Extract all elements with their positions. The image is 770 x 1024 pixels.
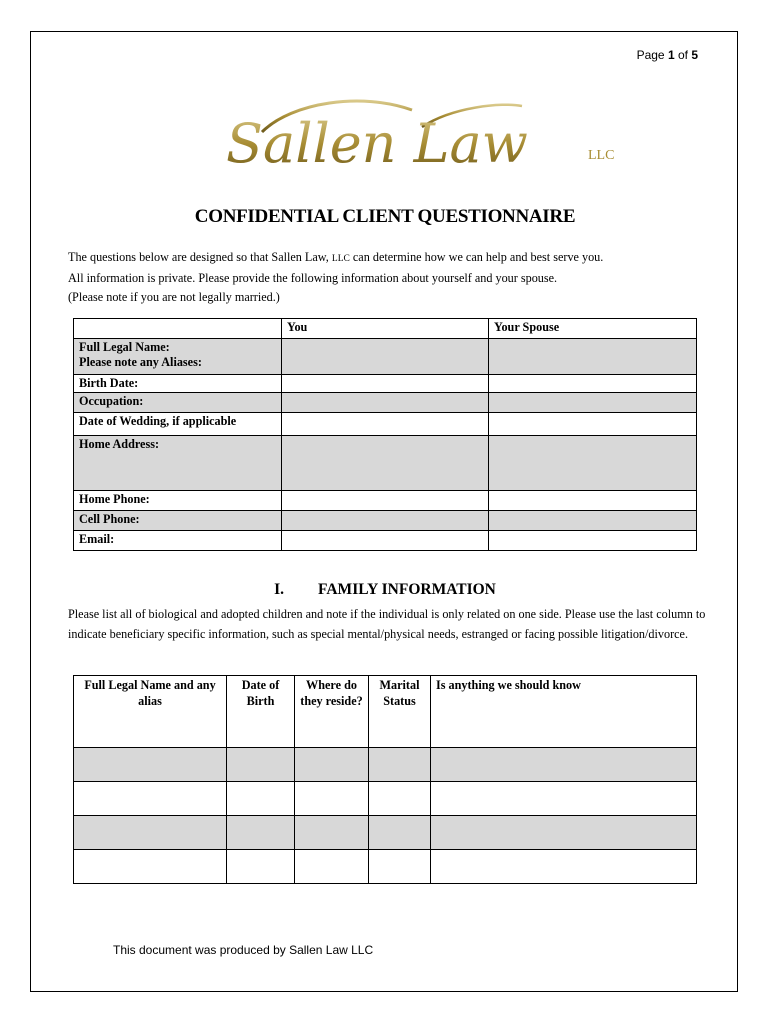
child-notes-field[interactable] [431, 748, 697, 782]
child-residence-field[interactable] [295, 748, 369, 782]
child-residence-field[interactable] [295, 850, 369, 884]
child-marital-field[interactable] [369, 748, 431, 782]
blank-header-cell [74, 319, 282, 339]
table-row [74, 816, 697, 850]
svg-text:LLC: LLC [588, 148, 615, 163]
footer-text: This document was produced by Sallen Law LLC [113, 943, 374, 957]
document-title: CONFIDENTIAL CLIENT QUESTIONNAIRE [194, 206, 576, 227]
full-legal-name-label: Full Legal Name: Please note any Aliases: [74, 339, 282, 375]
child-name-field[interactable] [74, 816, 227, 850]
you-wedding-date-field[interactable] [282, 413, 489, 436]
you-birth-date-field[interactable] [282, 375, 489, 393]
client-info-table [73, 318, 697, 551]
child-dob-field[interactable] [227, 782, 295, 816]
header-full-legal-name: Full Legal Name and any alias [74, 676, 227, 748]
section-heading-family: I. FAMILY INFORMATION [274, 581, 496, 598]
you-home-phone-field[interactable] [282, 491, 489, 511]
family-info-table [73, 675, 697, 884]
child-notes-field[interactable] [431, 816, 697, 850]
child-dob-field[interactable] [227, 850, 295, 884]
child-dob-field[interactable] [227, 748, 295, 782]
child-marital-field[interactable] [369, 850, 431, 884]
header-anything-to-know: Is anything we should know [431, 676, 697, 748]
spouse-wedding-date-field[interactable] [489, 413, 697, 436]
spouse-column-header: Your Spouse [489, 319, 697, 339]
header-where-reside: Where do they reside? [295, 676, 369, 748]
child-marital-field[interactable] [369, 816, 431, 850]
table-row [74, 748, 697, 782]
table-row [74, 850, 697, 884]
birth-date-label: Birth Date: [74, 375, 282, 393]
spouse-full-name-field[interactable] [489, 339, 697, 375]
child-marital-field[interactable] [369, 782, 431, 816]
spouse-cell-phone-field[interactable] [489, 511, 697, 531]
you-full-name-field[interactable] [282, 339, 489, 375]
child-name-field[interactable] [74, 782, 227, 816]
svg-text:Sallen Law: Sallen Law [226, 112, 528, 175]
spouse-home-address-field[interactable] [489, 436, 697, 491]
child-residence-field[interactable] [295, 782, 369, 816]
child-notes-field[interactable] [431, 782, 697, 816]
header-marital-status: Marital Status [369, 676, 431, 748]
occupation-label: Occupation: [74, 393, 282, 413]
intro-text: The questions below are designed so that Sallen Law, LLC can determine how we can help and best serve you. All information is private. Please provide the following information about yourself and your spouse. (Please note if you are not legally married.) [68, 250, 604, 304]
child-name-field[interactable] [74, 850, 227, 884]
home-address-label: Home Address: [74, 436, 282, 491]
you-email-field[interactable] [282, 531, 489, 551]
you-occupation-field[interactable] [282, 393, 489, 413]
you-cell-phone-field[interactable] [282, 511, 489, 531]
email-label: Email: [74, 531, 282, 551]
table-row [74, 782, 697, 816]
child-name-field[interactable] [74, 748, 227, 782]
cell-phone-label: Cell Phone: [74, 511, 282, 531]
child-notes-field[interactable] [431, 850, 697, 884]
child-dob-field[interactable] [227, 816, 295, 850]
child-residence-field[interactable] [295, 816, 369, 850]
you-column-header: You [282, 319, 489, 339]
header-date-of-birth: Date of Birth [227, 676, 295, 748]
you-home-address-field[interactable] [282, 436, 489, 491]
spouse-home-phone-field[interactable] [489, 491, 697, 511]
wedding-date-label: Date of Wedding, if applicable [74, 413, 282, 436]
family-instructions: Please list all of biological and adopted children and note if the individual is only related on one side. Please use the last column to indicate beneficiary specific information, such as special mental/physical needs, estranged or facing possible litigation/divorce. [68, 607, 706, 641]
home-phone-label: Home Phone: [74, 491, 282, 511]
sallen-law-logo [222, 92, 622, 180]
spouse-email-field[interactable] [489, 531, 697, 551]
spouse-occupation-field[interactable] [489, 393, 697, 413]
page-number: Page 1 of 5 [636, 48, 698, 62]
spouse-birth-date-field[interactable] [489, 375, 697, 393]
